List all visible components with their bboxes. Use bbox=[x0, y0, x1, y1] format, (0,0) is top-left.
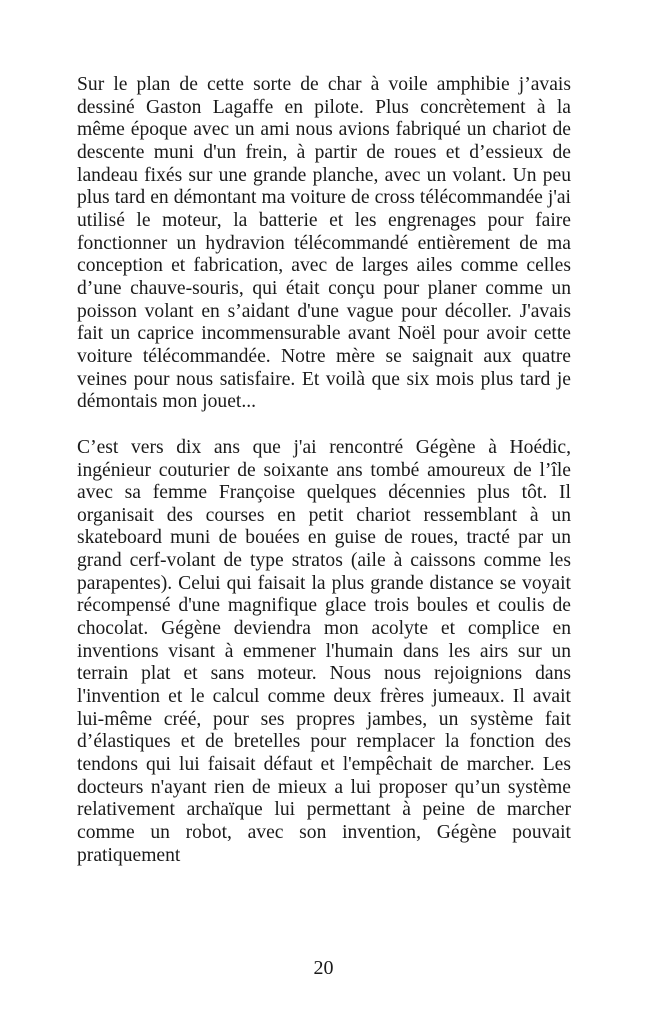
page-number: 20 bbox=[313, 957, 334, 979]
paragraph-1: Sur le plan de cette sorte de char à voile amphibie j’avais dessiné Gaston Lagaffe en pilote. Plus concrètement à la même époque avec un ami nous avions fabriqué un chariot de descente muni d'un frein, à partir de roues et d’essieux de landeau fixés sur une grande planche, avec un volant. Un peu plus tard en démontant ma voiture de cross télécommandée j'ai utilisé le moteur, la batterie et les engrenages pour faire fonctionner un hydravion télécommandé entièrement de ma conception et fabrication, avec de larges ailes comme celles d’une chauve-souris, qui était conçu pour planer comme un poisson volant en s’aidant d'une vague pour décoller. J'avais fait un caprice incommensurable avant Noël pour avoir cette voiture télécommandée. Notre mère se saignait aux quatre veines pour nous satisfaire. Et voilà que six mois plus tard je démontais mon jouet... bbox=[77, 74, 571, 413]
body-text bbox=[77, 74, 571, 867]
paragraph-2: C’est vers dix ans que j'ai rencontré Gégène à Hoédic, ingénieur couturier de soixante ans tombé amoureux de l’île avec sa femme Françoise quelques décennies plus tôt. Il organisait des courses en petit chariot ressemblant à un skateboard muni de bouées en guise de roues, tracté par un grand cerf-volant de type stratos (aile à caissons comme les parapentes). Celui qui faisait la plus grande distance se voyait récompensé d'une magnifique glace trois boules et coulis de chocolat. Gégène deviendra mon acolyte et complice en inventions visant à emmener l'humain dans les airs sur un terrain plat et sans moteur. Nous nous rejoignions dans l'invention et le calcul comme deux frères jumeaux. Il avait lui-même créé, pour ses propres jambes, un système fait d’élastiques et de bretelles pour remplacer la fonction des tendons qui lui faisait défaut et l'empêchait de marcher. Les docteurs n'ayant rien de mieux a lui proposer qu’un système relativement archaïque lui permettant à peine de marcher comme un robot, avec son invention, Gégène pouvait pratiquement bbox=[77, 436, 571, 866]
